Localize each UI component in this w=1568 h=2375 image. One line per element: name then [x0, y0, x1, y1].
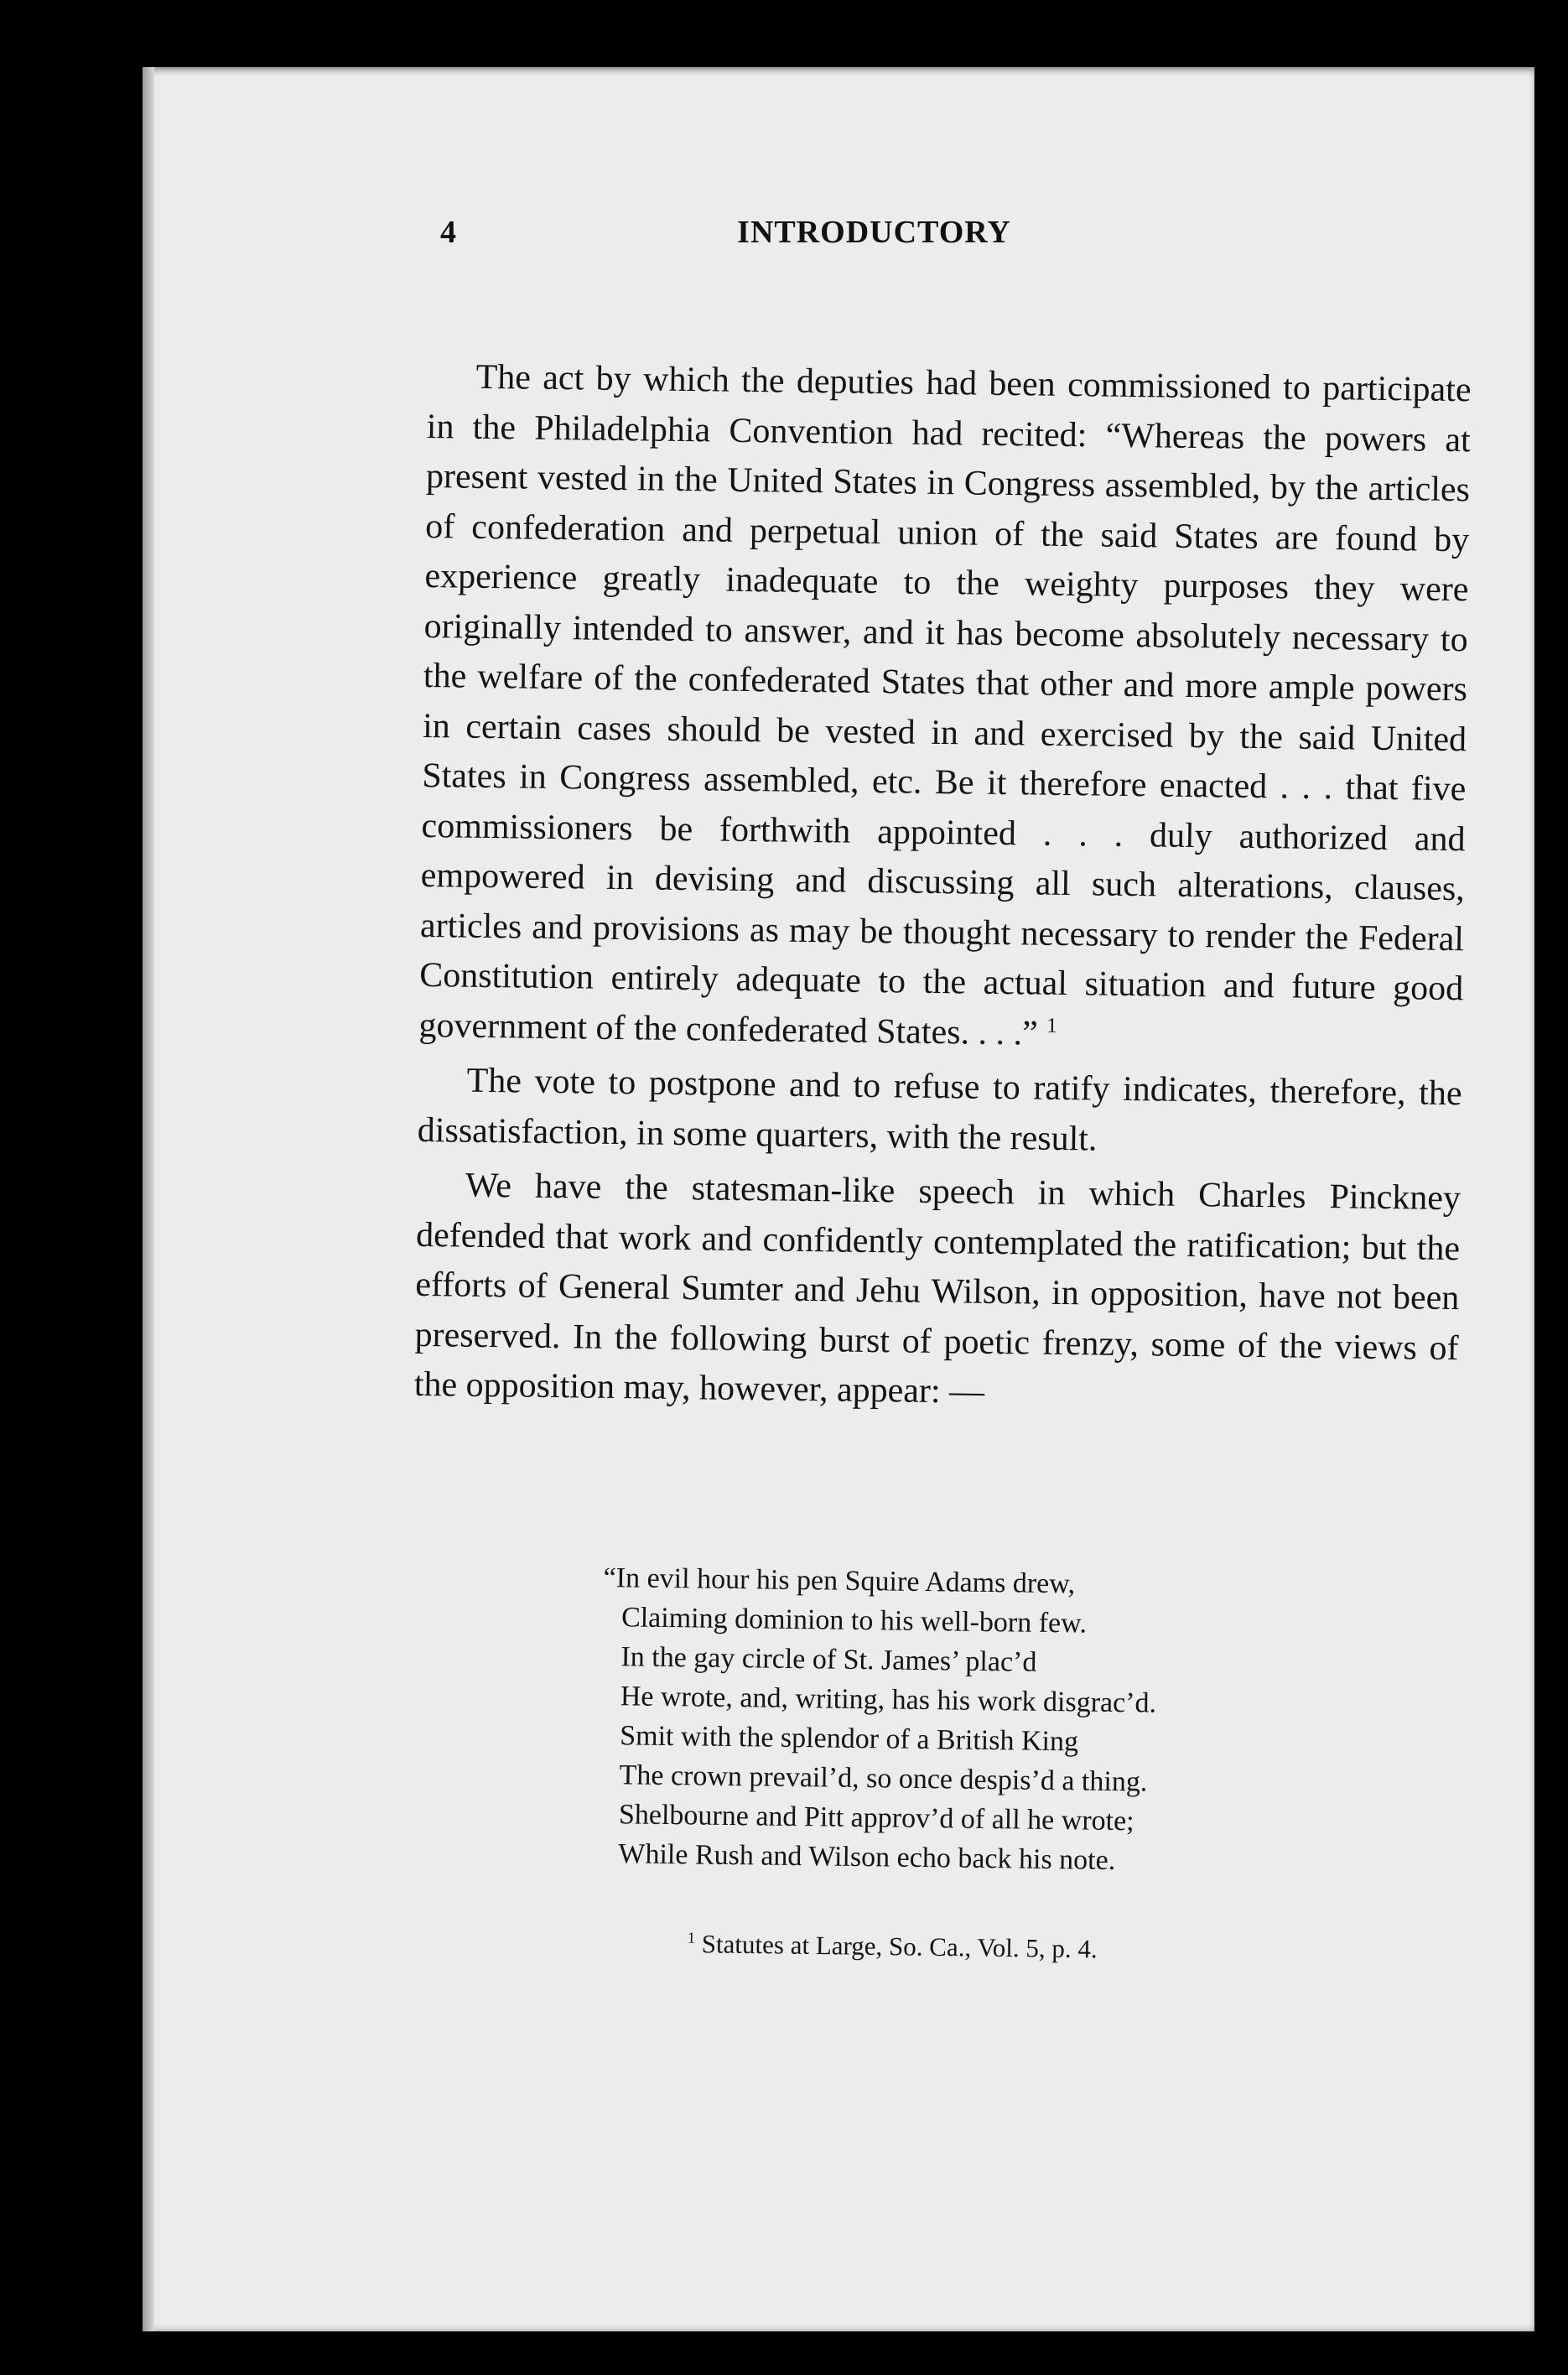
footnote: [688, 1929, 1098, 1964]
body-text: [413, 352, 1471, 1429]
paragraph-act: [418, 352, 1472, 1064]
poem-line: Smit with the splendor of a British King: [619, 1720, 1079, 1758]
chapter-title: INTRODUCTORY: [737, 215, 1011, 250]
footnote-text: Statutes at Large, So. Ca., Vol. 5, p. 4.: [701, 1929, 1098, 1964]
poem-line: Claiming dominion to his well-born few.: [620, 1602, 1088, 1640]
poem-line: “In evil hour his pen Squire Adams drew,: [603, 1562, 1076, 1600]
footnote-reference: 1: [1046, 1014, 1058, 1037]
poem-line: In the gay circle of St. James’ plac’d: [620, 1641, 1037, 1678]
poem-block: [600, 1558, 1358, 1884]
poem-line: While Rush and Wilson echo back his note.: [618, 1838, 1116, 1877]
footnote-marker: 1: [687, 1929, 696, 1947]
poem-line: Shelbourne and Pitt approv’d of all he wrote;: [618, 1799, 1134, 1837]
paragraph-act-text: The act by which the deputies had been commissioned to participate in the Philadelphia Convention had recited: “Whereas the powers at present vested in the United States in Congress assembled, by the articles of confederation and perpetual union of the said States are found by experience greatly inadequate to the weighty purposes they were originally intended to answer, and it has become absolutely necessary to the welfare of the confederated States that other and more ample powers in certain cases should be vested in and exercised by the said United States in Congress assembled, etc. Be it therefore enacted . . . that five commissioners be forthwith appointed . . . duly authorized and empowered in devising and discussing all such alterations, clauses, articles and provisions as may be thought necessary to render the Federal Constitution entirely adequate to the actual situation and future good government of the confederated States. . . .”: [418, 357, 1472, 1053]
poem-line: The crown prevail’d, so once despis’d a thing.: [619, 1759, 1148, 1798]
poem-line: He wrote, and, writing, has his work disgrac’d.: [620, 1681, 1157, 1719]
running-head: [298, 214, 1451, 264]
paragraph-vote: The vote to postpone and to refuse to ratify indicates, therefore, the dissatisfaction, in some quarters, with the result.: [417, 1061, 1462, 1159]
paragraph-speech: We have the statesman-like speech in which Charles Pinckney defended that work and confidently contemplated the ratification; but the efforts of General Sumter and Jehu Wilson, in opposition, have not been preserved. In the following burst of poetic frenzy, some of the views of the opposition may, however, appear: —: [413, 1166, 1462, 1411]
page-edge: [143, 67, 154, 2331]
page-number: 4: [440, 215, 456, 250]
